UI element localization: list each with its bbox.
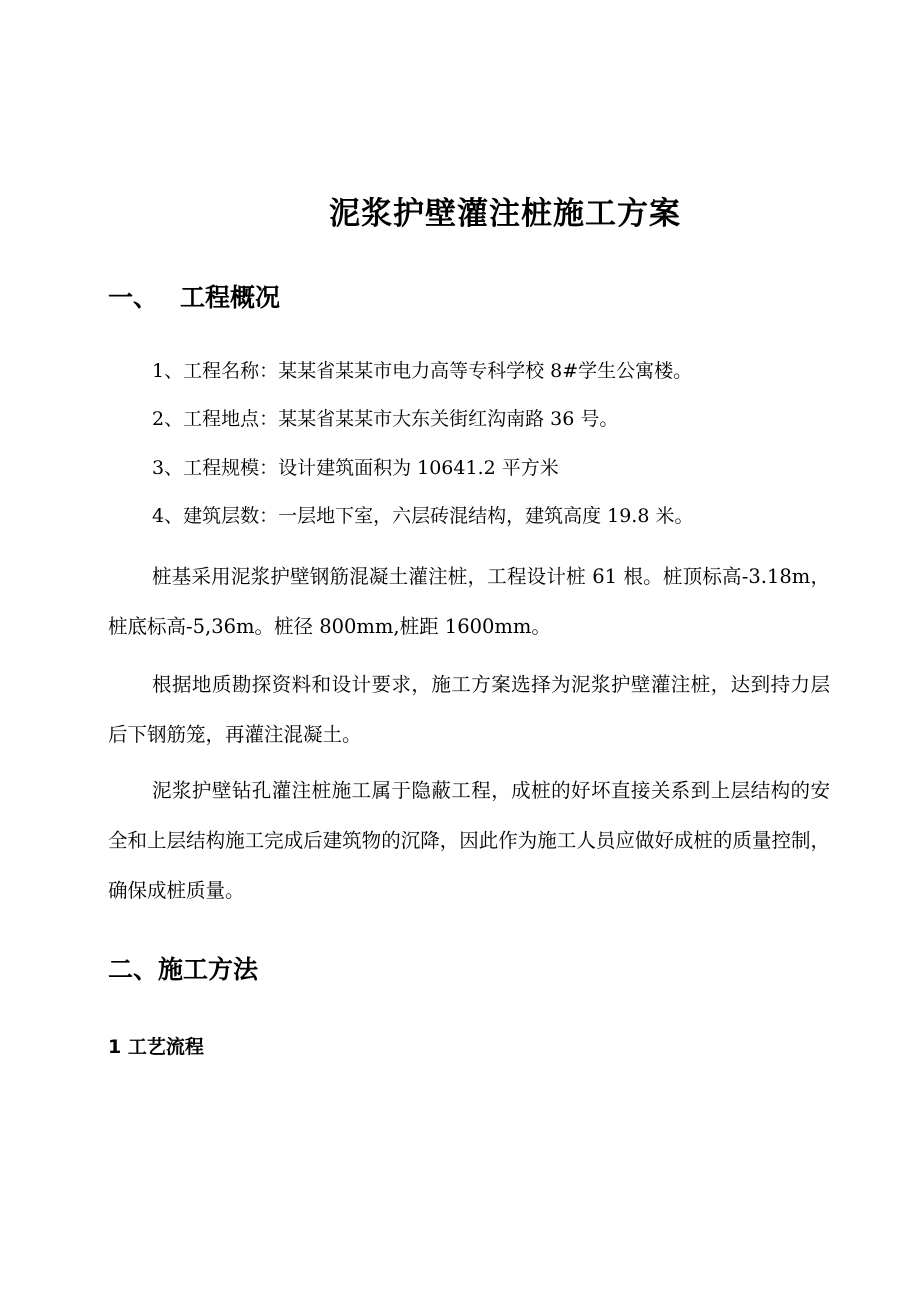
paragraph-pile-info: 桩基采用泥浆护壁钢筋混凝土灌注桩，工程设计桩 61 根。桩顶标高-3.18m，桩底标高-5,36m。桩径 800mm,桩距 1600mm。 <box>108 565 830 638</box>
paragraph-quality: 泥浆护壁钻孔灌注桩施工属于隐蔽工程，成桩的好坏直接关系到上层结构的安全和上层结构施工完成后建筑物的沉降，因此作为施工人员应做好成桩的质量控制，确保成桩质量。 <box>108 779 830 902</box>
section-heading-method: 二、施工方法 <box>108 955 259 984</box>
list-item: 3、工程规模：设计建筑面积为 10641.2 平方米 <box>152 457 559 479</box>
paragraph-method-choice: 根据地质勘探资料和设计要求，施工方案选择为泥浆护壁灌注桩，达到持力层后下钢筋笼，再灌注混凝土。 <box>108 673 830 746</box>
list-item: 1、工程名称：某某省某某市电力高等专科学校 8#学生公寓楼。 <box>152 360 693 382</box>
list-item: 2、工程地点：某某省某某市大东关街红沟南路 36 号。 <box>152 408 619 430</box>
list-item: 4、建筑层数：一层地下室，六层砖混结构，建筑高度 19.8 米。 <box>152 505 694 527</box>
document-title: 泥浆护壁灌注桩施工方案 <box>329 196 681 232</box>
section-heading-overview <box>108 278 280 314</box>
section-title: 工程概况 <box>180 283 281 312</box>
subsection-heading-process: 1 工艺流程 <box>108 1036 204 1058</box>
section-number: 一、 <box>108 283 159 312</box>
